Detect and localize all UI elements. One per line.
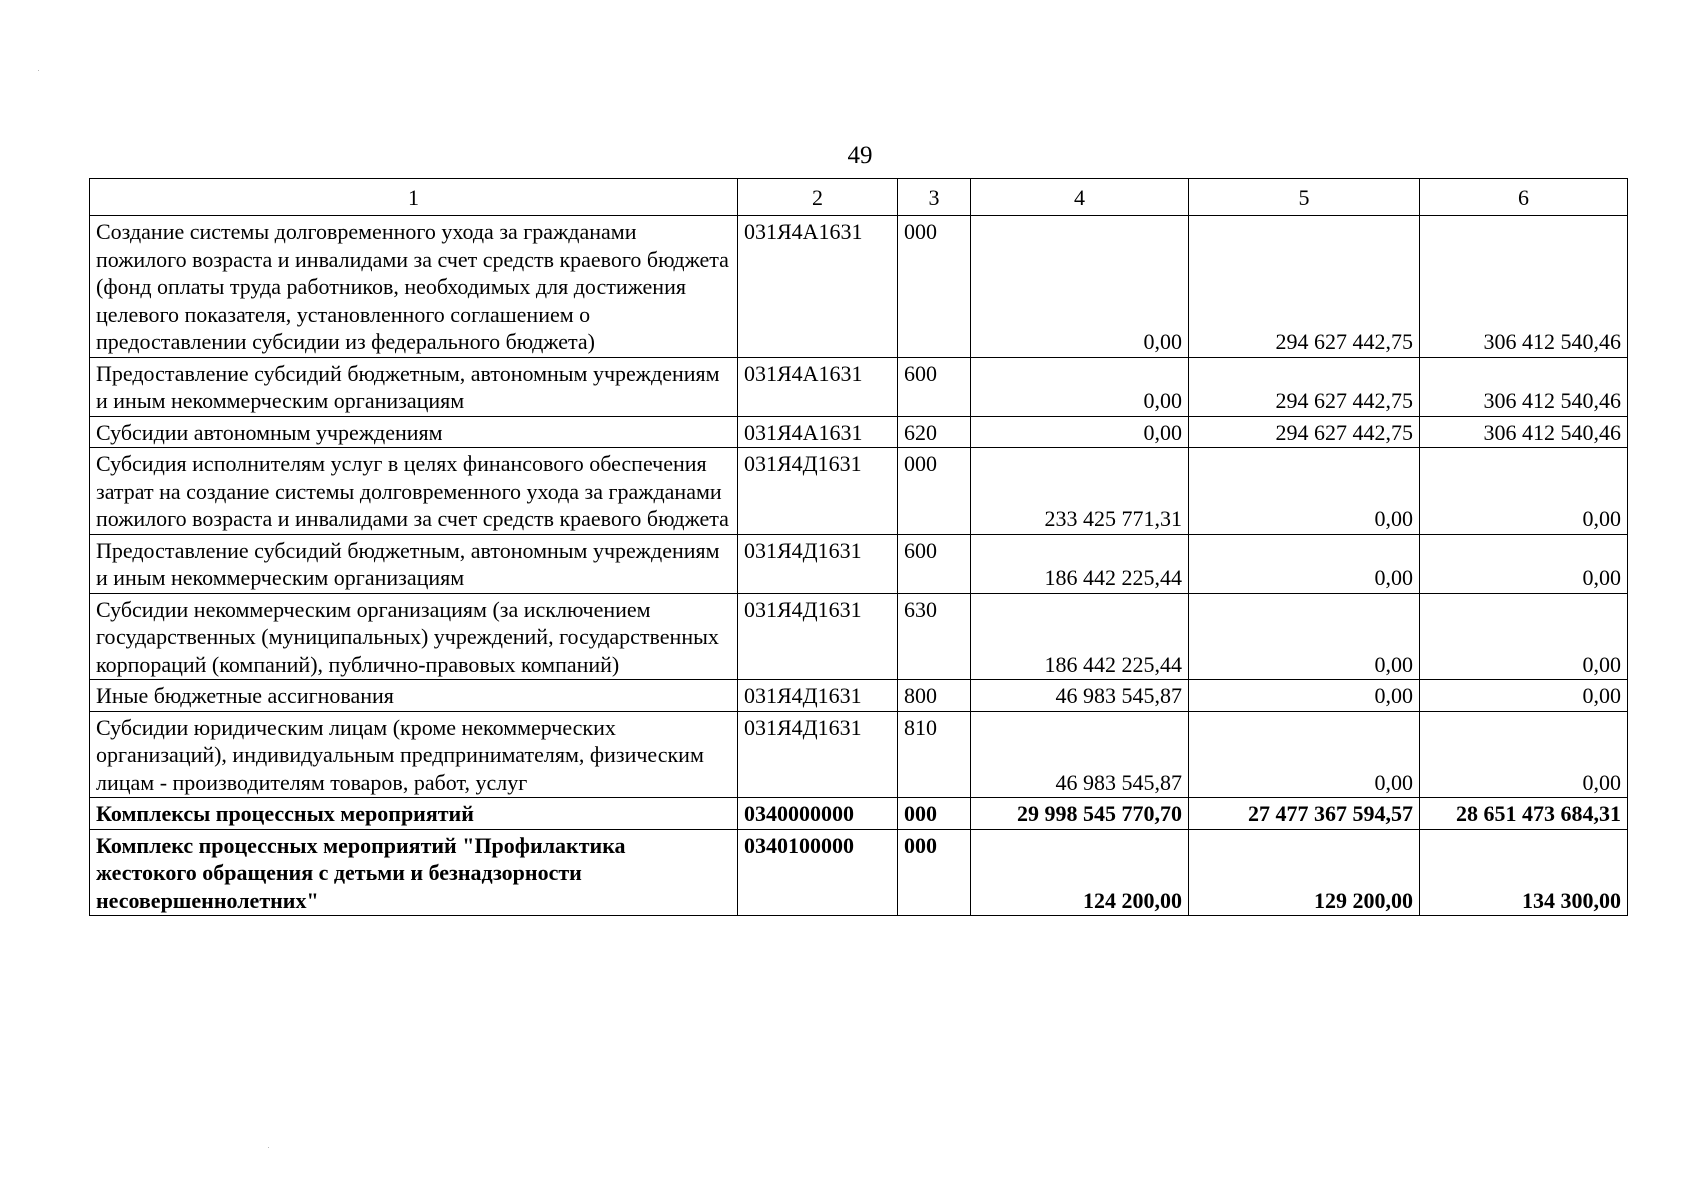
- row-value-col6-cell: 0,00: [1420, 680, 1628, 712]
- row-value-col5-cell: 0,00: [1189, 448, 1420, 535]
- row-value-col4-cell: 0,00: [971, 357, 1189, 416]
- row-value-col4-cell: 46 983 545,87: [971, 711, 1189, 798]
- row-value-col6-cell: 306 412 540,46: [1420, 216, 1628, 358]
- row-value-col5-cell: 129 200,00: [1189, 829, 1420, 916]
- table-row: [90, 416, 1628, 448]
- row-code-cell: 031Я4Д1631: [738, 534, 898, 593]
- row-value-col6-cell: 0,00: [1420, 593, 1628, 680]
- row-value-col6-cell: 0,00: [1420, 711, 1628, 798]
- row-value-col5-cell: 0,00: [1189, 711, 1420, 798]
- row-name-cell: Субсидии автономным учреждениям: [90, 416, 738, 448]
- table-row: [90, 711, 1628, 798]
- header-cell-2: 2: [738, 179, 898, 216]
- row-value-col6-cell: 134 300,00: [1420, 829, 1628, 916]
- row-value-col5-cell: 0,00: [1189, 534, 1420, 593]
- row-value-col4-cell: 186 442 225,44: [971, 534, 1189, 593]
- row-code-cell: 031Я4А1631: [738, 357, 898, 416]
- row-code-cell: 0340100000: [738, 829, 898, 916]
- table-row: [90, 216, 1628, 358]
- row-name-cell: Субсидии некоммерческим организациям (за исключением государственных (муниципальных) учреждений, государственных корпораций (компаний), публично-правовых компаний): [90, 593, 738, 680]
- row-name-cell: Предоставление субсидий бюджетным, автономным учреждениям и иным некоммерческим организациям: [90, 357, 738, 416]
- row-value-col6-cell: 0,00: [1420, 448, 1628, 535]
- table-row: [90, 534, 1628, 593]
- row-name-cell: Создание системы долговременного ухода за гражданами пожилого возраста и инвалидами за счет средств краевого бюджета (фонд оплаты труда работников, необходимых для достижения целевого показателя, установленного соглашением о предоставлении субсидии из федерального бюджета): [90, 216, 738, 358]
- row-value-col5-cell: 294 627 442,75: [1189, 216, 1420, 358]
- header-cell-5: 5: [1189, 179, 1420, 216]
- row-code-cell: 031Я4Д1631: [738, 711, 898, 798]
- budget-table-body: [90, 179, 1628, 916]
- row-expense-type-cell: 000: [898, 448, 971, 535]
- header-cell-4: 4: [971, 179, 1189, 216]
- row-value-col6-cell: 0,00: [1420, 534, 1628, 593]
- row-code-cell: 031Я4А1631: [738, 416, 898, 448]
- row-expense-type-cell: 000: [898, 798, 971, 830]
- row-name-cell: Предоставление субсидий бюджетным, автономным учреждениям и иным некоммерческим организациям: [90, 534, 738, 593]
- header-cell-6: 6: [1420, 179, 1628, 216]
- table-row: [90, 593, 1628, 680]
- row-expense-type-cell: 800: [898, 680, 971, 712]
- row-value-col5-cell: 0,00: [1189, 593, 1420, 680]
- page-number: 49: [847, 142, 873, 169]
- row-code-cell: 031Я4Д1631: [738, 680, 898, 712]
- row-expense-type-cell: 000: [898, 216, 971, 358]
- scan-speck: [38, 70, 39, 71]
- row-value-col6-cell: 306 412 540,46: [1420, 416, 1628, 448]
- row-value-col4-cell: 0,00: [971, 416, 1189, 448]
- row-name-cell: Комплекс процессных мероприятий "Профилактика жестокого обращения с детьми и безнадзорности несовершеннолетних": [90, 829, 738, 916]
- row-expense-type-cell: 630: [898, 593, 971, 680]
- row-name-cell: Субсидия исполнителям услуг в целях финансового обеспечения затрат на создание системы долговременного ухода за гражданами пожилого возраста и инвалидами за счет средств краевого бюджета: [90, 448, 738, 535]
- row-name-cell: Комплексы процессных мероприятий: [90, 798, 738, 830]
- row-expense-type-cell: 600: [898, 534, 971, 593]
- header-row: [90, 179, 1628, 216]
- budget-table: [89, 178, 1628, 916]
- row-code-cell: 0340000000: [738, 798, 898, 830]
- table-row: [90, 357, 1628, 416]
- table-row: [90, 448, 1628, 535]
- row-name-cell: Иные бюджетные ассигнования: [90, 680, 738, 712]
- row-value-col4-cell: 29 998 545 770,70: [971, 798, 1189, 830]
- row-value-col5-cell: 294 627 442,75: [1189, 416, 1420, 448]
- scan-speck: [268, 1147, 269, 1148]
- row-expense-type-cell: 810: [898, 711, 971, 798]
- header-cell-3: 3: [898, 179, 971, 216]
- table-row: [90, 680, 1628, 712]
- row-value-col4-cell: 0,00: [971, 216, 1189, 358]
- row-code-cell: 031Я4Д1631: [738, 593, 898, 680]
- row-value-col4-cell: 46 983 545,87: [971, 680, 1189, 712]
- row-value-col5-cell: 294 627 442,75: [1189, 357, 1420, 416]
- row-expense-type-cell: 600: [898, 357, 971, 416]
- row-value-col6-cell: 28 651 473 684,31: [1420, 798, 1628, 830]
- row-value-col5-cell: 27 477 367 594,57: [1189, 798, 1420, 830]
- row-code-cell: 031Я4Д1631: [738, 448, 898, 535]
- row-value-col6-cell: 306 412 540,46: [1420, 357, 1628, 416]
- row-value-col5-cell: 0,00: [1189, 680, 1420, 712]
- row-expense-type-cell: 000: [898, 829, 971, 916]
- table-row: [90, 829, 1628, 916]
- header-cell-1: 1: [90, 179, 738, 216]
- row-value-col4-cell: 124 200,00: [971, 829, 1189, 916]
- row-code-cell: 031Я4А1631: [738, 216, 898, 358]
- row-value-col4-cell: 186 442 225,44: [971, 593, 1189, 680]
- row-expense-type-cell: 620: [898, 416, 971, 448]
- row-name-cell: Субсидии юридическим лицам (кроме некоммерческих организаций), индивидуальным предпринимателям, физическим лицам - производителям товаров, работ, услуг: [90, 711, 738, 798]
- table-row: [90, 798, 1628, 830]
- row-value-col4-cell: 233 425 771,31: [971, 448, 1189, 535]
